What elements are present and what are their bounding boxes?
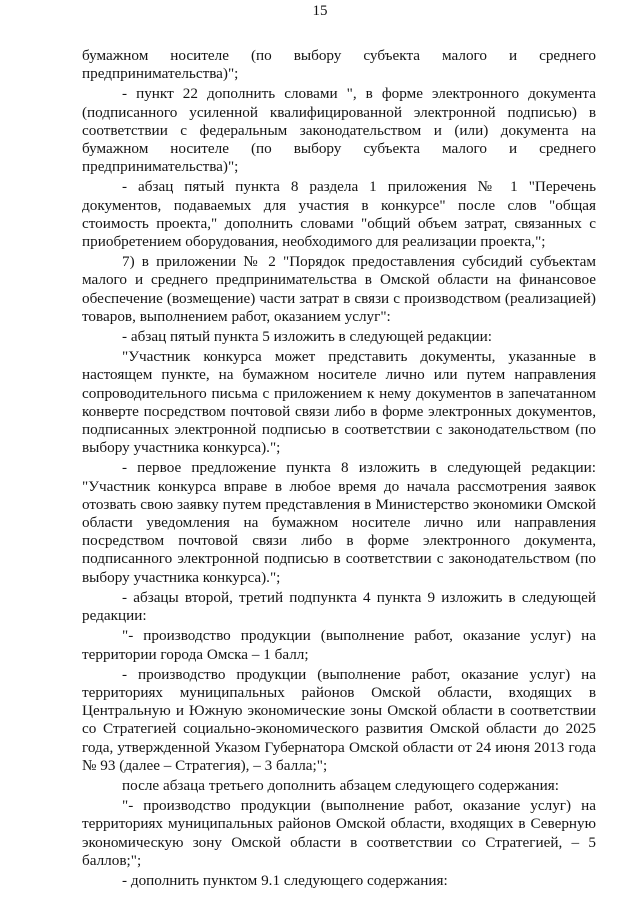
paragraph: "Участник конкурса может представить документы, указанные в настоящем пункте, на бумажном носителе лично или путем направления сопроводительного письма с приложением к нему документов в запечатанном конверте посредством почтовой связи либо в форме электронных документов, подписанных электронной подписью в соответствии с законодательством (по выбору участника конкурса)."; bbox=[82, 348, 596, 457]
paragraph: - первое предложение пункта 8 изложить в следующей редакции: "Участник конкурса вправе в любое время до начала рассмотрения заявок отозвать свою заявку путем представления в Министерство экономики Омской области уведомления на бумажном носителе лично или направления посредством почтовой связи либо в форме электронного документа, подписанного электронной подписью в соответствии с законодательством (по выбору участника конкурса)."; bbox=[82, 459, 596, 586]
paragraph: после абзаца третьего дополнить абзацем следующего содержания: bbox=[122, 776, 559, 794]
paragraph: - абзац пятый пункта 8 раздела 1 приложения № 1 "Перечень документов, подаваемых для участия в конкурсе" после слов "общая стоимость проекта," дополнить словами "общий объем затрат, связанных с приобретением оборудования, необходимого для реализации проекта,"; bbox=[82, 178, 596, 251]
paragraph: - абзацы второй, третий подпункта 4 пункта 9 изложить в следующей редакции: bbox=[82, 588, 596, 625]
paragraph: "- производство продукции (выполнение работ, оказание услуг) на территориях муниципальных районов Омской области, входящих в Северную экономическую зону Омской области в соответствии со Стратегией, – 5 баллов;"; bbox=[82, 797, 596, 869]
paragraph: - пункт 22 дополнить словами ", в форме электронного документа (подписанного усиленной квалифицированной электронной подписью) в соответствии с федеральным законодательством и (или) документа на бумажном носителе (по выбору субъекта малого и среднего предпринимательства)"; bbox=[82, 85, 596, 176]
paragraph: - абзац пятый пункта 5 изложить в следующей редакции: bbox=[122, 328, 492, 346]
page-number: 15 bbox=[312, 3, 328, 19]
paragraph: 7) в приложении № 2 "Порядок предоставления субсидий субъектам малого и среднего предпринимательства в Омской области на финансовое обеспечение (возмещение) части затрат в связи с производством (реализацией) товаров, выполнением работ, оказанием услуг": bbox=[82, 253, 596, 325]
paragraph: "- производство продукции (выполнение работ, оказание услуг) на территории города Омска – 1 балл; bbox=[82, 627, 596, 663]
paragraph: - дополнить пунктом 9.1 следующего содержания: bbox=[122, 871, 448, 889]
document-body bbox=[82, 47, 596, 892]
paragraph: - производство продукции (выполнение работ, оказание услуг) на территориях муниципальных районов Омской области, входящих в Центральную и Южную экономические зоны Омской области в соответствии со Стратегией социально-экономического развития Омской области до 2025 года, утвержденной Указом Губернатора Омской области от 24 июня 2013 года № 93 (далее – Стратегия), – 3 балла;"; bbox=[82, 665, 596, 774]
paragraph: бумажном носителе (по выбору субъекта малого и среднего предпринимательства)"; bbox=[82, 47, 596, 83]
